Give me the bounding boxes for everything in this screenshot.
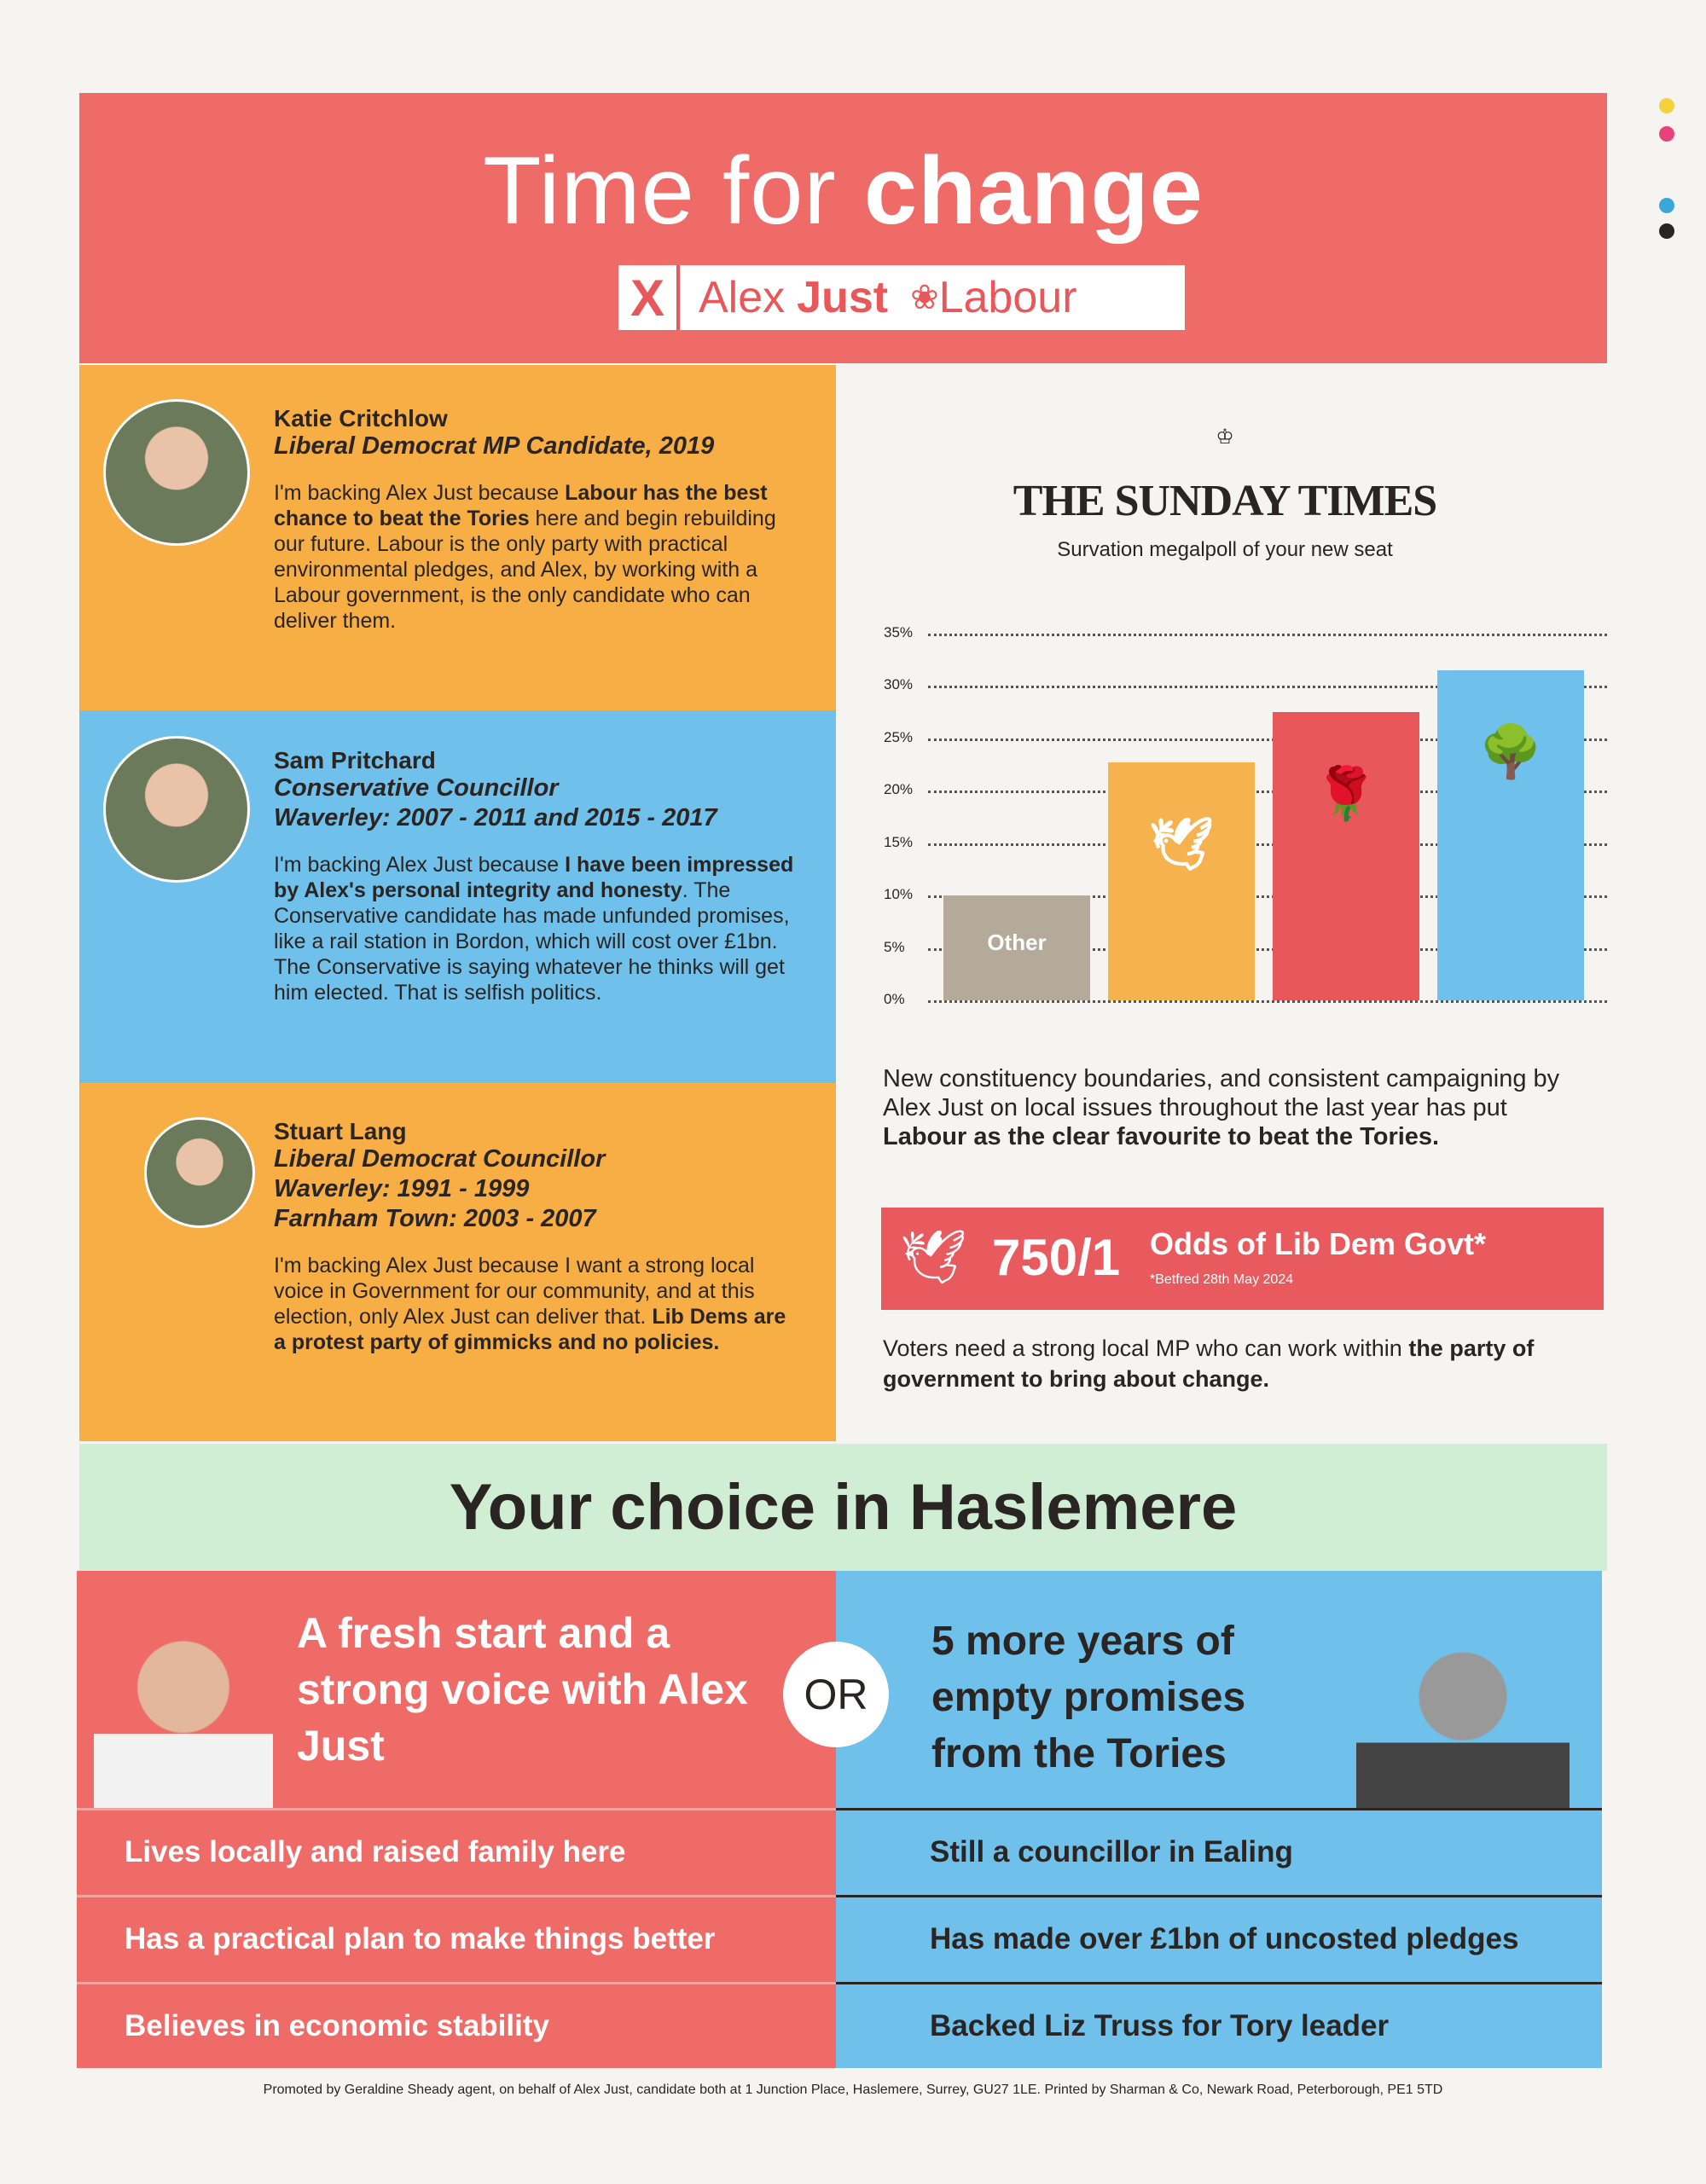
alex-just-photo xyxy=(94,1622,273,1808)
left-point: Believes in economic stability xyxy=(77,1982,836,2068)
right-point: Still a councillor in Ealing xyxy=(836,1808,1602,1894)
party-logo-icon: 🌹 xyxy=(1314,765,1378,823)
imprint: Promoted by Geraldine Sheady agent, on behalf of Alex Just, candidate both at 1 Junction Place, Haslemere, Surrey, GU27 1LE. Printed by Sharman & Co, Newark Road, Peterborough, PE1 5TD xyxy=(263,2083,1443,2097)
or-badge: OR xyxy=(783,1642,889,1747)
avatar xyxy=(103,736,250,883)
poll-subtitle: Survation megalpoll of your new seat xyxy=(1057,538,1393,561)
bar-conservative xyxy=(1437,670,1584,1000)
rose-icon: ❀ xyxy=(910,279,939,316)
gridline xyxy=(928,1000,1607,1003)
tory-candidate-photo xyxy=(1356,1622,1570,1808)
libdem-bird-icon: 🕊 xyxy=(900,1228,967,1287)
right-point: Has made over £1bn of uncosted pledges xyxy=(836,1895,1602,1981)
labour-choice: A fresh start and a strong voice with Alex Just Lives locally and raised family here Has a practical plan to make things better Believes in economic stability xyxy=(77,1571,836,2068)
y-tick-label: 10% xyxy=(884,886,914,903)
voters-text: Voters need a strong local MP who can work within the party of government to bring about change. xyxy=(883,1335,1535,1392)
tory-choice: 5 more years of empty promises from the Tories Still a councillor in Ealing Has made over £1bn of uncosted pledges Backed Liz Truss for Tory leader xyxy=(836,1571,1602,2068)
gridline xyxy=(928,634,1607,636)
bar-label: Other xyxy=(987,930,1047,956)
y-tick-label: 30% xyxy=(884,676,914,693)
left-point: Lives locally and raised family here xyxy=(77,1808,836,1894)
poll-chart xyxy=(843,621,1607,1013)
header-banner xyxy=(79,93,1607,363)
choice-title: Your choice in Haslemere xyxy=(79,1444,1607,1571)
registration-mark xyxy=(1659,223,1674,239)
registration-mark xyxy=(1659,126,1674,142)
crest-icon: ♔ xyxy=(1216,426,1234,449)
bar-labour xyxy=(1273,712,1419,1000)
endorsement-katie: Katie Critchlow Liberal Democrat MP Candidate, 2019 I'm backing Alex Just because Labour has the best chance to beat the Tories here and begin rebuilding our future. Labour is the only party with practical environmental pledges, and Alex, by working with a Labour government, is the only candidate who can deliver them. xyxy=(79,365,836,710)
odds-banner: 🕊 750/1 Odds of Lib Dem Govt* *Betfred 28th May 2024 xyxy=(881,1208,1604,1310)
endorsement-sam: Sam Pritchard Conservative Councillor Waverley: 2007 - 2011 and 2015 - 2017 I'm backing Alex Just because I have been impressed by Alex's personal integrity and honesty. The Conservative candidate has made unfunded promises, like a rail station in Bordon, which will cost over £1bn. The Conservative is saying whatever he thinks will get him elected. That is selfish politics. xyxy=(79,710,836,1083)
left-point: Has a practical plan to make things better xyxy=(77,1895,836,1981)
registration-mark xyxy=(1659,198,1674,213)
bar-liberal-democrat xyxy=(1108,762,1255,1000)
y-tick-label: 15% xyxy=(884,833,914,850)
bar-other xyxy=(943,895,1090,1000)
avatar xyxy=(144,1117,255,1228)
party-logo-icon: 🕊 xyxy=(1148,815,1215,873)
headline: Time for change xyxy=(483,137,1204,244)
sunday-times-logo: THE SUNDAY TIMES xyxy=(1013,477,1437,525)
labour-logo-text: Labour xyxy=(938,273,1077,322)
registration-mark xyxy=(1659,98,1674,113)
poll-commentary: New constituency boundaries, and consistent campaigning by Alex Just on local issues throughout the last year has put Labour as the clear favourite to beat the Tories. xyxy=(883,1065,1560,1150)
right-point: Backed Liz Truss for Tory leader xyxy=(836,1982,1602,2068)
y-tick-label: 35% xyxy=(884,624,914,640)
avatar xyxy=(103,399,250,546)
y-tick-label: 0% xyxy=(884,991,905,1007)
y-tick-label: 5% xyxy=(884,938,905,955)
party-logo-icon: 🌳 xyxy=(1478,723,1543,780)
y-tick-label: 20% xyxy=(884,781,914,798)
y-tick-label: 25% xyxy=(884,728,914,745)
ballot-cross-icon: X xyxy=(618,265,680,330)
endorsement-stuart: Stuart Lang Liberal Democrat Councillor Waverley: 1991 - 1999 Farnham Town: 2003 - 2007 I'm backing Alex Just because I want a strong local voice in Government for our community, and at this election, only Alex Just can deliver that. Lib Dems are a protest party of gimmicks and no policies. xyxy=(79,1083,836,1441)
ballot-box: X Alex Just ❀ Labour xyxy=(618,265,1185,330)
